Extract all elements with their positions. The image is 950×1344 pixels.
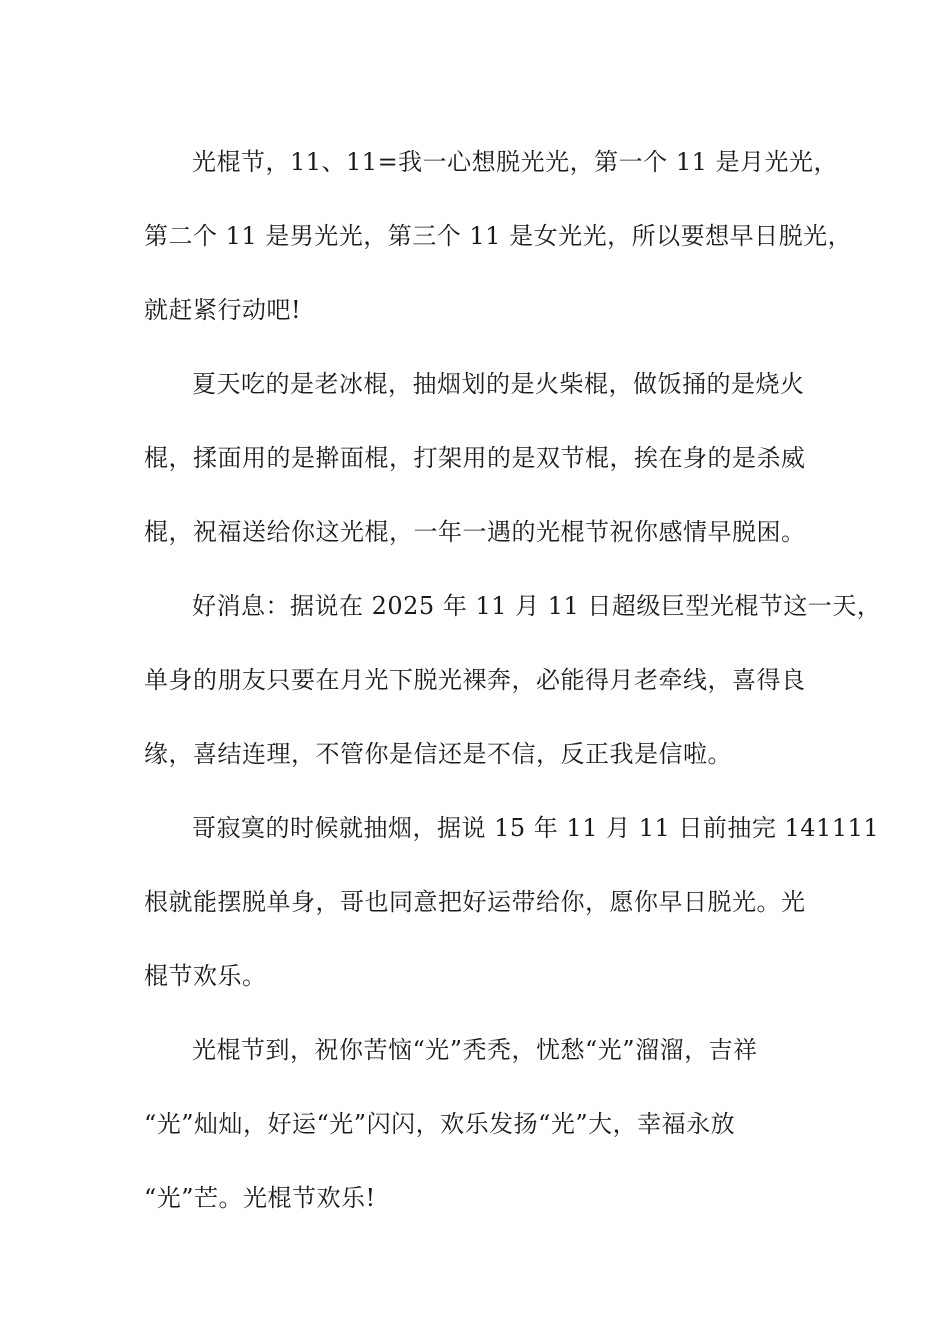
paragraph-3 bbox=[144, 569, 882, 791]
paragraph-line: 哥寂寞的时候就抽烟，据说 15 年 11 月 11 日前抽完 141111 bbox=[192, 814, 880, 842]
paragraph-1 bbox=[144, 125, 853, 347]
paragraph-2 bbox=[144, 347, 808, 569]
paragraph-line: 光棍节，11、11=我一心想脱光光，第一个 11 是月光光， bbox=[192, 148, 838, 176]
paragraph-line: 棍，祝福送给你这光棍，一年一遇的光棍节祝你感情早脱困。 bbox=[144, 518, 806, 546]
paragraph-line: “光”灿灿，好运“光”闪闪，欢乐发扬“光”大，幸福永放 bbox=[144, 1110, 736, 1138]
paragraph-line: 缘，喜结连理，不管你是信还是不信，反正我是信啦。 bbox=[144, 740, 732, 768]
paragraph-line: 光棍节到，祝你苦恼“光”秃秃，忧愁“光”溜溜，吉祥 bbox=[192, 1036, 758, 1064]
paragraph-line: 夏天吃的是老冰棍，抽烟划的是火柴棍，做饭捅的是烧火 bbox=[192, 370, 805, 398]
paragraph-line: 就赶紧行动吧! bbox=[144, 296, 302, 324]
paragraph-line: 好消息：据说在 2025 年 11 月 11 日超级巨型光棍节这一天， bbox=[192, 592, 882, 620]
paragraph-line: 第二个 11 是男光光，第三个 11 是女光光，所以要想早日脱光， bbox=[144, 222, 853, 250]
paragraph-line: “光”芒。光棍节欢乐! bbox=[144, 1184, 376, 1212]
paragraph-5 bbox=[144, 1013, 808, 1235]
paragraph-line: 棍节欢乐。 bbox=[144, 962, 267, 990]
document-body bbox=[144, 125, 882, 1235]
paragraph-4 bbox=[144, 791, 880, 1013]
paragraph-line: 单身的朋友只要在月光下脱光裸奔，必能得月老牵线，喜得良 bbox=[144, 666, 806, 694]
paragraph-line: 棍，揉面用的是擀面棍，打架用的是双节棍，挨在身的是杀威 bbox=[144, 444, 806, 472]
paragraph-line: 根就能摆脱单身，哥也同意把好运带给你，愿你早日脱光。光 bbox=[144, 888, 806, 916]
